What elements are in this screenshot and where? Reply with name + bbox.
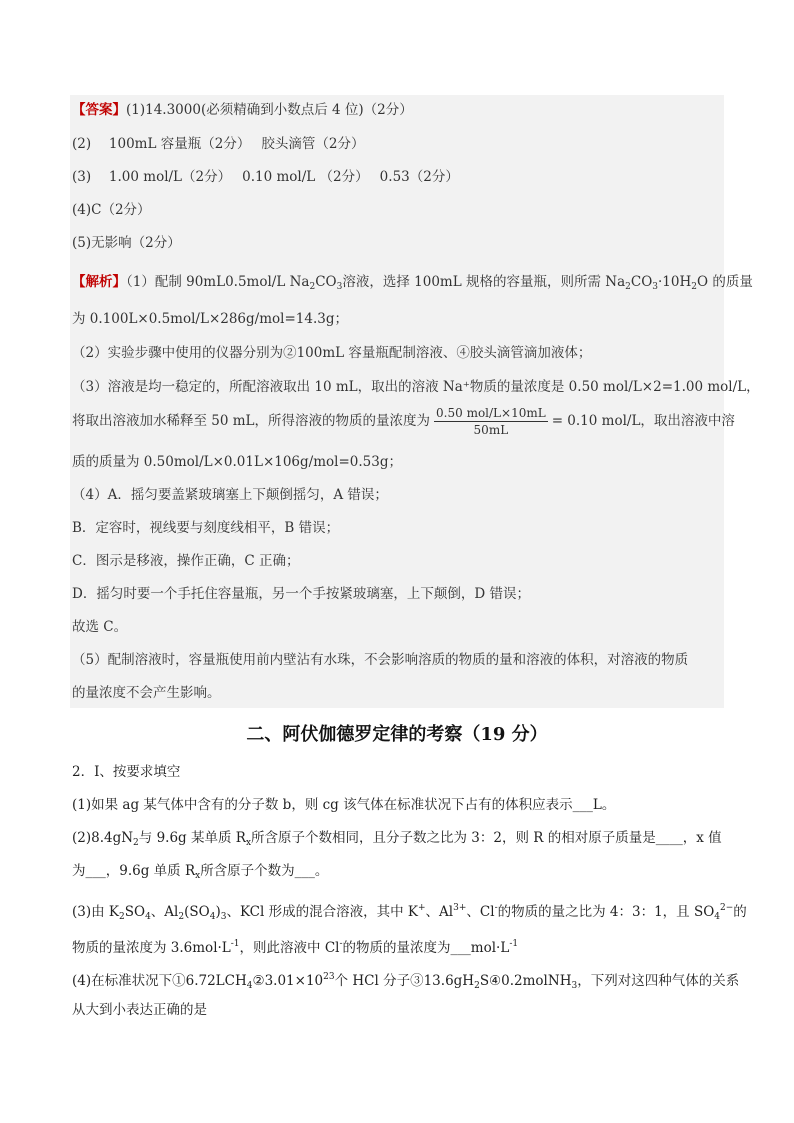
analysis-line-5: 将取出溶液加水稀释至 50 mL，所得溶液的物质的量浓度为 $\frac{\text{0.50 mol/L×10mL}}{50mL}$ = 0.10 mol/L，取出溶液中溶 [72,406,735,437]
analysis-line-8: B．定容时，视线要与刻度线相平，B 错误； [72,520,340,536]
analysis-line-3: （2）实验步骤中使用的仪器分别为②100mL 容量瓶配制溶液、④胶头滴管滴加液体； [72,345,592,361]
analysis-line-13: 的量浓度不会产生影响。 [72,685,221,701]
analysis-line-7: （4）A．摇匀要盖紧玻璃塞上下颠倒摇匀，A 错误； [72,487,388,503]
question-part-1: (1)如果 ag 某气体中含有的分子数 b，则 cg 该气体在标准状况下占有的体积应表示___L。 [72,797,616,813]
answer-4: (4)C（2分） [72,202,151,218]
analysis-line-9: C．图示是移液，操作正确，C 正确； [72,553,300,569]
analysis-line-2: 为 0.100L×0.5mol/L×286g/mol=14.3g； [72,311,348,327]
analysis-line-12: （5）配制溶液时，容量瓶使用前内壁沾有水珠，不会影响溶质的物质的量和溶液的体积，对溶液的物质 [72,652,689,668]
analysis-line-4: （3）溶液是均一稳定的，所配溶液取出 10 mL，取出的溶液 Na⁺物质的量浓度是 0.50 mol/L×2=1.00 mol/L， [72,379,760,395]
analysis-line-10: D．摇匀时要一个手托住容量瓶，另一个手按紧玻璃塞，上下颠倒，D 错误； [72,586,530,602]
section-title: 二、阿伏伽德罗定律的考察（19 分） [246,724,548,745]
question-head: 2．I、按要求填空 [72,764,181,780]
question-part-2-cont: 为___，9.6g 单质 $R_x$所含原子个数为___。 [72,863,329,881]
analysis-tag: 【解析】 [72,274,126,290]
answer-line-1 [72,100,413,120]
answer-tag: 【答案】 [72,102,126,118]
analysis-line-11: 故选 C。 [72,619,128,635]
answer-1: (1)14.3000(必须精确到小数点后 4 位)（2分） [126,102,413,118]
question-part-2: $(2)8.4gN_2$与 9.6g 某单质 $R_x$所含原子个数相同，且分子数之比为 3：2，则 R 的相对原子质量是____，x 值 [72,830,722,848]
question-part-3: (3)由 $K_2SO_4$、$Al_2(SO_4)_3$、KCl 形成的混合溶液，其中 K+、$Al^{3+}$、Cl-的物质的量之比为 4：3：1，且 $SO_4^{2-}$的 [72,903,747,922]
answer-5: (5)无影响（2分） [72,235,181,251]
fraction: $\frac{\text{0.50 mol/L×10mL}}{50mL}$ [436,406,546,437]
question-part-4-cont: 从大到小表达正确的是 [72,1002,207,1018]
question-part-4: (4)在标准状况下$①6.72LCH_4②3.01\times 10^{23}$个 HCl 分子$③13.6gH_2S④0.2molNH_3$，下列对这四种气体的关系 [72,972,740,991]
analysis-line-1: 【解析】（1）配制 90mL0.5mol/L $Na_2CO_3$溶液，选择 100mL 规格的容量瓶，则所需 $Na_2CO_3\cdot 10H_2O$ 的质量 [72,274,753,292]
analysis-line-6: 质的质量为 0.50mol/L×0.01L×106g/mol=0.53g； [72,454,402,470]
answer-2: (2) 100mL 容量瓶（2分） 胶头滴管（2分） [72,136,365,152]
question-part-3-cont: 物质的量浓度为 $3.6mol\cdot L^{-1}$，则此溶液中 Cl-的物质的量浓度为$\_\_\_mol\cdot L^{-1}$ [72,939,519,956]
answer-3: (3) 1.00 mol/L（2分） 0.10 mol/L （2分） 0.53（2分） [72,169,459,185]
